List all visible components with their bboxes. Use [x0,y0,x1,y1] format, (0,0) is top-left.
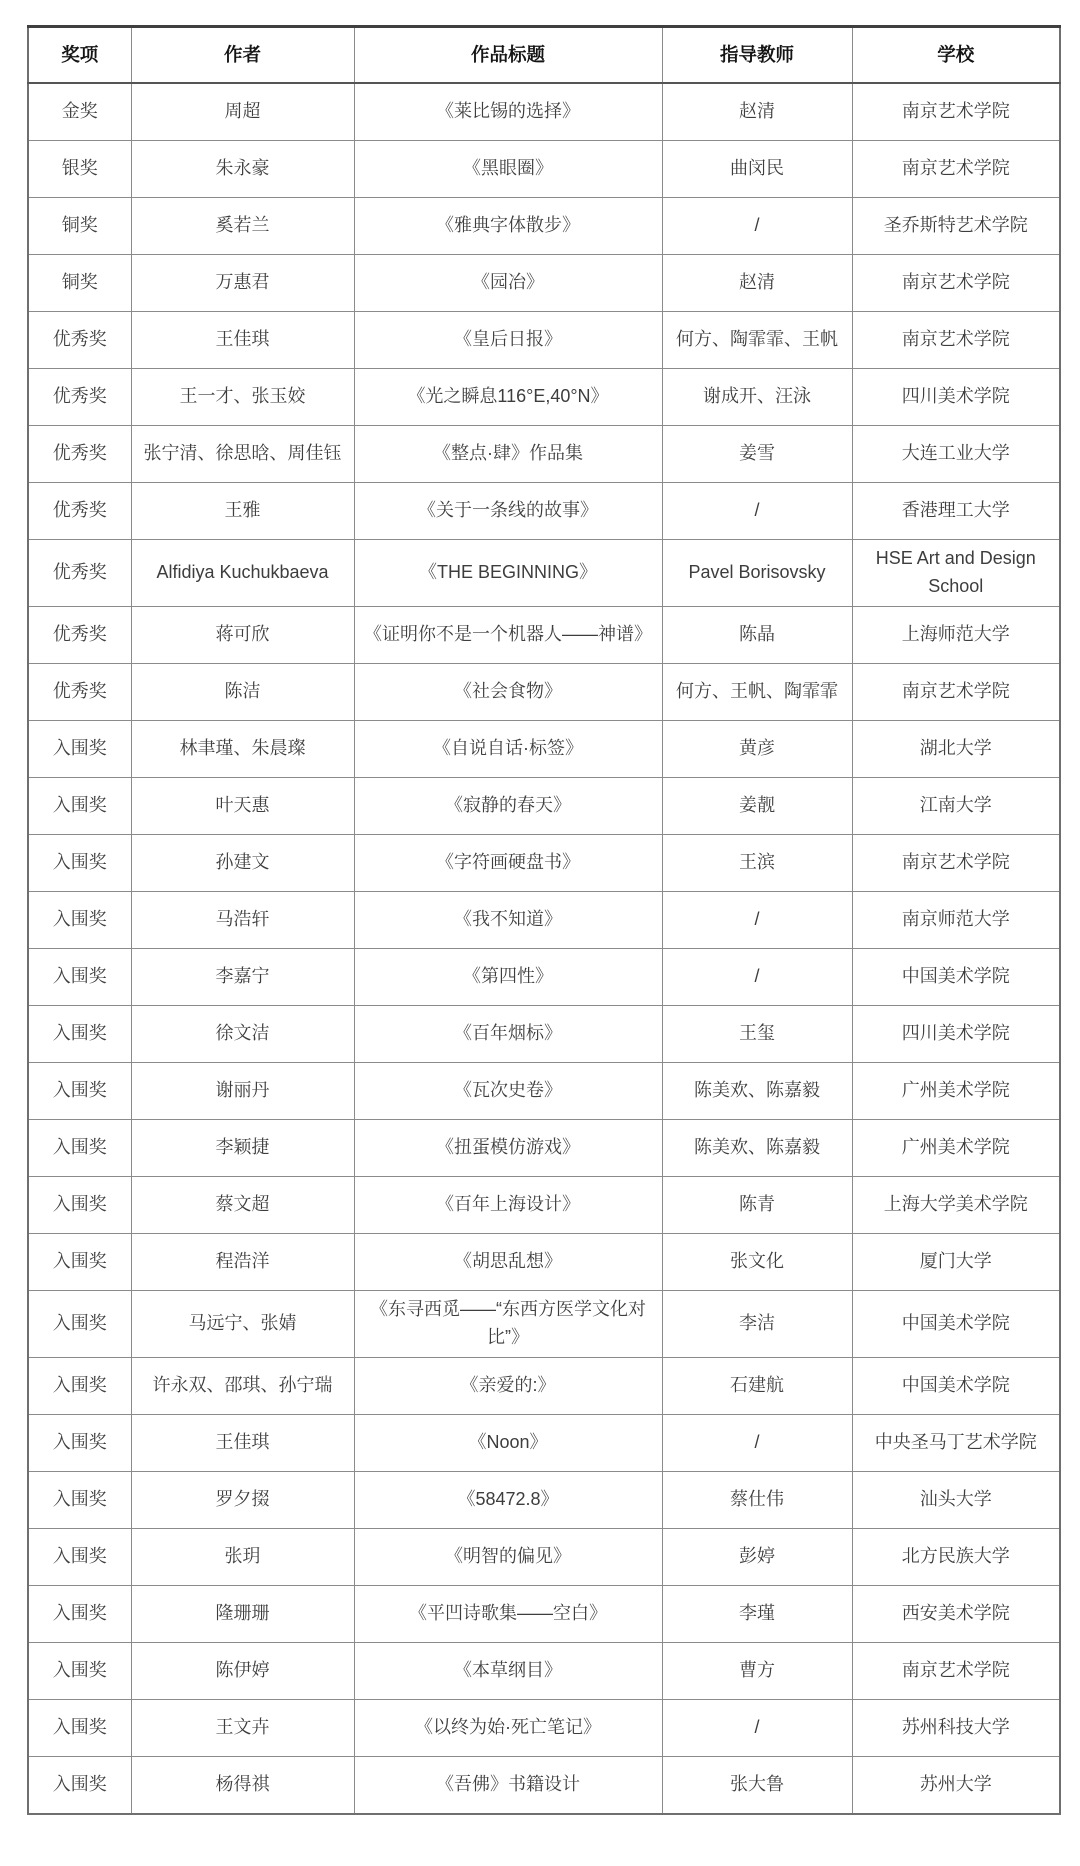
cell-teacher: 陈晶 [662,606,852,663]
cell-author: 马远宁、张婧 [131,1290,354,1357]
cell-author: 罗夕掇 [131,1471,354,1528]
cell-school: 南京艺术学院 [852,255,1060,312]
cell-school: 中国美术学院 [852,1357,1060,1414]
award-table-header [28,27,1060,84]
table-row [28,1176,1060,1233]
cell-teacher: 王滨 [662,834,852,891]
column-header-teacher: 指导教师 [662,27,852,84]
header-row [28,27,1060,84]
cell-school: 四川美术学院 [852,369,1060,426]
table-row [28,1357,1060,1414]
cell-author: 万惠君 [131,255,354,312]
cell-author: 隆珊珊 [131,1585,354,1642]
cell-title: 《光之瞬息116°E,40°N》 [354,369,662,426]
cell-school: 南京艺术学院 [852,312,1060,369]
cell-award: 银奖 [28,141,131,198]
cell-title: 《我不知道》 [354,891,662,948]
cell-school: 江南大学 [852,777,1060,834]
cell-award: 入围奖 [28,1119,131,1176]
cell-author: Alfidiya Kuchukbaeva [131,540,354,607]
cell-author: 奚若兰 [131,198,354,255]
cell-title: 《关于一条线的故事》 [354,483,662,540]
cell-school: 南京艺术学院 [852,663,1060,720]
cell-author: 张玥 [131,1528,354,1585]
cell-award: 入围奖 [28,1642,131,1699]
table-row [28,426,1060,483]
cell-title: 《东寻西觅——“东西方医学文化对比”》 [354,1290,662,1357]
table-row [28,1414,1060,1471]
cell-title: 《莱比锡的选择》 [354,83,662,141]
cell-school: 中国美术学院 [852,1290,1060,1357]
cell-author: 王佳琪 [131,312,354,369]
table-row [28,1528,1060,1585]
cell-teacher: 陈美欢、陈嘉毅 [662,1119,852,1176]
cell-teacher: / [662,948,852,1005]
cell-author: 林聿瑾、朱晨璨 [131,720,354,777]
cell-title: 《平凹诗歌集——空白》 [354,1585,662,1642]
award-table-body [28,83,1060,1814]
cell-author: 王佳琪 [131,1414,354,1471]
table-row [28,369,1060,426]
cell-author: 李嘉宁 [131,948,354,1005]
cell-teacher: 何方、陶霏霏、王帆 [662,312,852,369]
cell-teacher: 曹方 [662,1642,852,1699]
cell-teacher: 王玺 [662,1005,852,1062]
cell-school: 四川美术学院 [852,1005,1060,1062]
cell-school: 汕头大学 [852,1471,1060,1528]
table-row [28,1290,1060,1357]
cell-author: 蔡文超 [131,1176,354,1233]
cell-teacher: 谢成开、汪泳 [662,369,852,426]
cell-teacher: 石建航 [662,1357,852,1414]
table-row [28,834,1060,891]
cell-author: 王一才、张玉姣 [131,369,354,426]
cell-school: 上海师范大学 [852,606,1060,663]
cell-teacher: 陈青 [662,1176,852,1233]
cell-title: 《本草纲目》 [354,1642,662,1699]
table-row [28,1585,1060,1642]
cell-author: 孙建文 [131,834,354,891]
cell-author: 徐文洁 [131,1005,354,1062]
cell-teacher: Pavel Borisovsky [662,540,852,607]
cell-author: 马浩轩 [131,891,354,948]
cell-school: 厦门大学 [852,1233,1060,1290]
table-row [28,483,1060,540]
cell-title: 《THE BEGINNING》 [354,540,662,607]
cell-teacher: 蔡仕伟 [662,1471,852,1528]
cell-title: 《Noon》 [354,1414,662,1471]
cell-award: 入围奖 [28,1062,131,1119]
cell-title: 《雅典字体散步》 [354,198,662,255]
cell-teacher: 李洁 [662,1290,852,1357]
table-row [28,1062,1060,1119]
cell-school: 苏州科技大学 [852,1699,1060,1756]
cell-teacher: 姜靓 [662,777,852,834]
cell-title: 《亲爱的:》 [354,1357,662,1414]
cell-author: 谢丽丹 [131,1062,354,1119]
cell-author: 李颖捷 [131,1119,354,1176]
cell-title: 《整点·肆》作品集 [354,426,662,483]
cell-award: 入围奖 [28,1233,131,1290]
cell-teacher: / [662,891,852,948]
cell-teacher: / [662,483,852,540]
cell-school: 南京艺术学院 [852,141,1060,198]
cell-author: 张宁清、徐思晗、周佳钰 [131,426,354,483]
cell-teacher: 赵清 [662,255,852,312]
cell-author: 陈洁 [131,663,354,720]
cell-title: 《黑眼圈》 [354,141,662,198]
cell-award: 优秀奖 [28,663,131,720]
table-row [28,1699,1060,1756]
cell-award: 入围奖 [28,834,131,891]
cell-award: 入围奖 [28,1756,131,1814]
column-header-author: 作者 [131,27,354,84]
cell-award: 铜奖 [28,255,131,312]
cell-award: 优秀奖 [28,483,131,540]
cell-award: 入围奖 [28,777,131,834]
table-row [28,1233,1060,1290]
cell-author: 王文卉 [131,1699,354,1756]
cell-title: 《字符画硬盘书》 [354,834,662,891]
cell-school: 南京师范大学 [852,891,1060,948]
cell-title: 《以终为始·死亡笔记》 [354,1699,662,1756]
cell-author: 许永双、邵琪、孙宁瑞 [131,1357,354,1414]
cell-school: 圣乔斯特艺术学院 [852,198,1060,255]
cell-title: 《寂静的春天》 [354,777,662,834]
table-row [28,1005,1060,1062]
cell-award: 金奖 [28,83,131,141]
cell-author: 程浩洋 [131,1233,354,1290]
table-row [28,83,1060,141]
cell-award: 入围奖 [28,891,131,948]
cell-teacher: 张大鲁 [662,1756,852,1814]
cell-title: 《社会食物》 [354,663,662,720]
cell-title: 《瓦次史卷》 [354,1062,662,1119]
table-row [28,777,1060,834]
cell-title: 《明智的偏见》 [354,1528,662,1585]
table-row [28,198,1060,255]
cell-title: 《园冶》 [354,255,662,312]
cell-school: 南京艺术学院 [852,1642,1060,1699]
table-row [28,948,1060,1005]
cell-award: 入围奖 [28,1176,131,1233]
cell-award: 铜奖 [28,198,131,255]
table-row [28,540,1060,607]
column-header-school: 学校 [852,27,1060,84]
table-row [28,312,1060,369]
award-table [27,25,1061,1815]
cell-title: 《吾佛》书籍设计 [354,1756,662,1814]
cell-author: 蒋可欣 [131,606,354,663]
cell-author: 王雅 [131,483,354,540]
cell-school: 中央圣马丁艺术学院 [852,1414,1060,1471]
column-header-award: 奖项 [28,27,131,84]
cell-title: 《证明你不是一个机器人——神谱》 [354,606,662,663]
table-row [28,663,1060,720]
cell-title: 《百年烟标》 [354,1005,662,1062]
cell-title: 《皇后日报》 [354,312,662,369]
cell-teacher: 姜雪 [662,426,852,483]
cell-title: 《百年上海设计》 [354,1176,662,1233]
cell-teacher: / [662,1414,852,1471]
cell-school: 湖北大学 [852,720,1060,777]
table-row [28,720,1060,777]
cell-award: 优秀奖 [28,426,131,483]
cell-school: 中国美术学院 [852,948,1060,1005]
cell-teacher: 张文化 [662,1233,852,1290]
cell-title: 《第四性》 [354,948,662,1005]
cell-teacher: 李瑾 [662,1585,852,1642]
cell-title: 《胡思乱想》 [354,1233,662,1290]
cell-school: 大连工业大学 [852,426,1060,483]
cell-title: 《扭蛋模仿游戏》 [354,1119,662,1176]
cell-award: 入围奖 [28,720,131,777]
cell-school: 南京艺术学院 [852,83,1060,141]
cell-award: 入围奖 [28,1471,131,1528]
table-row [28,255,1060,312]
cell-school: 广州美术学院 [852,1119,1060,1176]
cell-author: 陈伊婷 [131,1642,354,1699]
cell-school: 上海大学美术学院 [852,1176,1060,1233]
cell-award: 优秀奖 [28,312,131,369]
cell-title: 《自说自话·标签》 [354,720,662,777]
cell-school: 香港理工大学 [852,483,1060,540]
cell-teacher: 黄彦 [662,720,852,777]
cell-teacher: 曲闵民 [662,141,852,198]
cell-school: 西安美术学院 [852,1585,1060,1642]
cell-award: 入围奖 [28,1414,131,1471]
cell-award: 入围奖 [28,1357,131,1414]
table-row [28,1119,1060,1176]
cell-school: HSE Art and Design School [852,540,1060,607]
cell-author: 叶天惠 [131,777,354,834]
cell-teacher: / [662,198,852,255]
cell-award: 入围奖 [28,1528,131,1585]
cell-teacher: 陈美欢、陈嘉毅 [662,1062,852,1119]
cell-teacher: 何方、王帆、陶霏霏 [662,663,852,720]
cell-award: 优秀奖 [28,606,131,663]
cell-teacher: / [662,1699,852,1756]
cell-teacher: 彭婷 [662,1528,852,1585]
table-row [28,1642,1060,1699]
cell-award: 优秀奖 [28,369,131,426]
cell-award: 入围奖 [28,1290,131,1357]
cell-author: 杨得祺 [131,1756,354,1814]
cell-author: 周超 [131,83,354,141]
table-row [28,1471,1060,1528]
column-header-title: 作品标题 [354,27,662,84]
cell-school: 北方民族大学 [852,1528,1060,1585]
cell-award: 优秀奖 [28,540,131,607]
cell-author: 朱永豪 [131,141,354,198]
cell-school: 苏州大学 [852,1756,1060,1814]
cell-award: 入围奖 [28,948,131,1005]
table-row [28,1756,1060,1814]
table-row [28,606,1060,663]
cell-award: 入围奖 [28,1585,131,1642]
table-row [28,891,1060,948]
cell-title: 《58472.8》 [354,1471,662,1528]
cell-school: 广州美术学院 [852,1062,1060,1119]
cell-award: 入围奖 [28,1005,131,1062]
cell-school: 南京艺术学院 [852,834,1060,891]
table-row [28,141,1060,198]
cell-teacher: 赵清 [662,83,852,141]
cell-award: 入围奖 [28,1699,131,1756]
